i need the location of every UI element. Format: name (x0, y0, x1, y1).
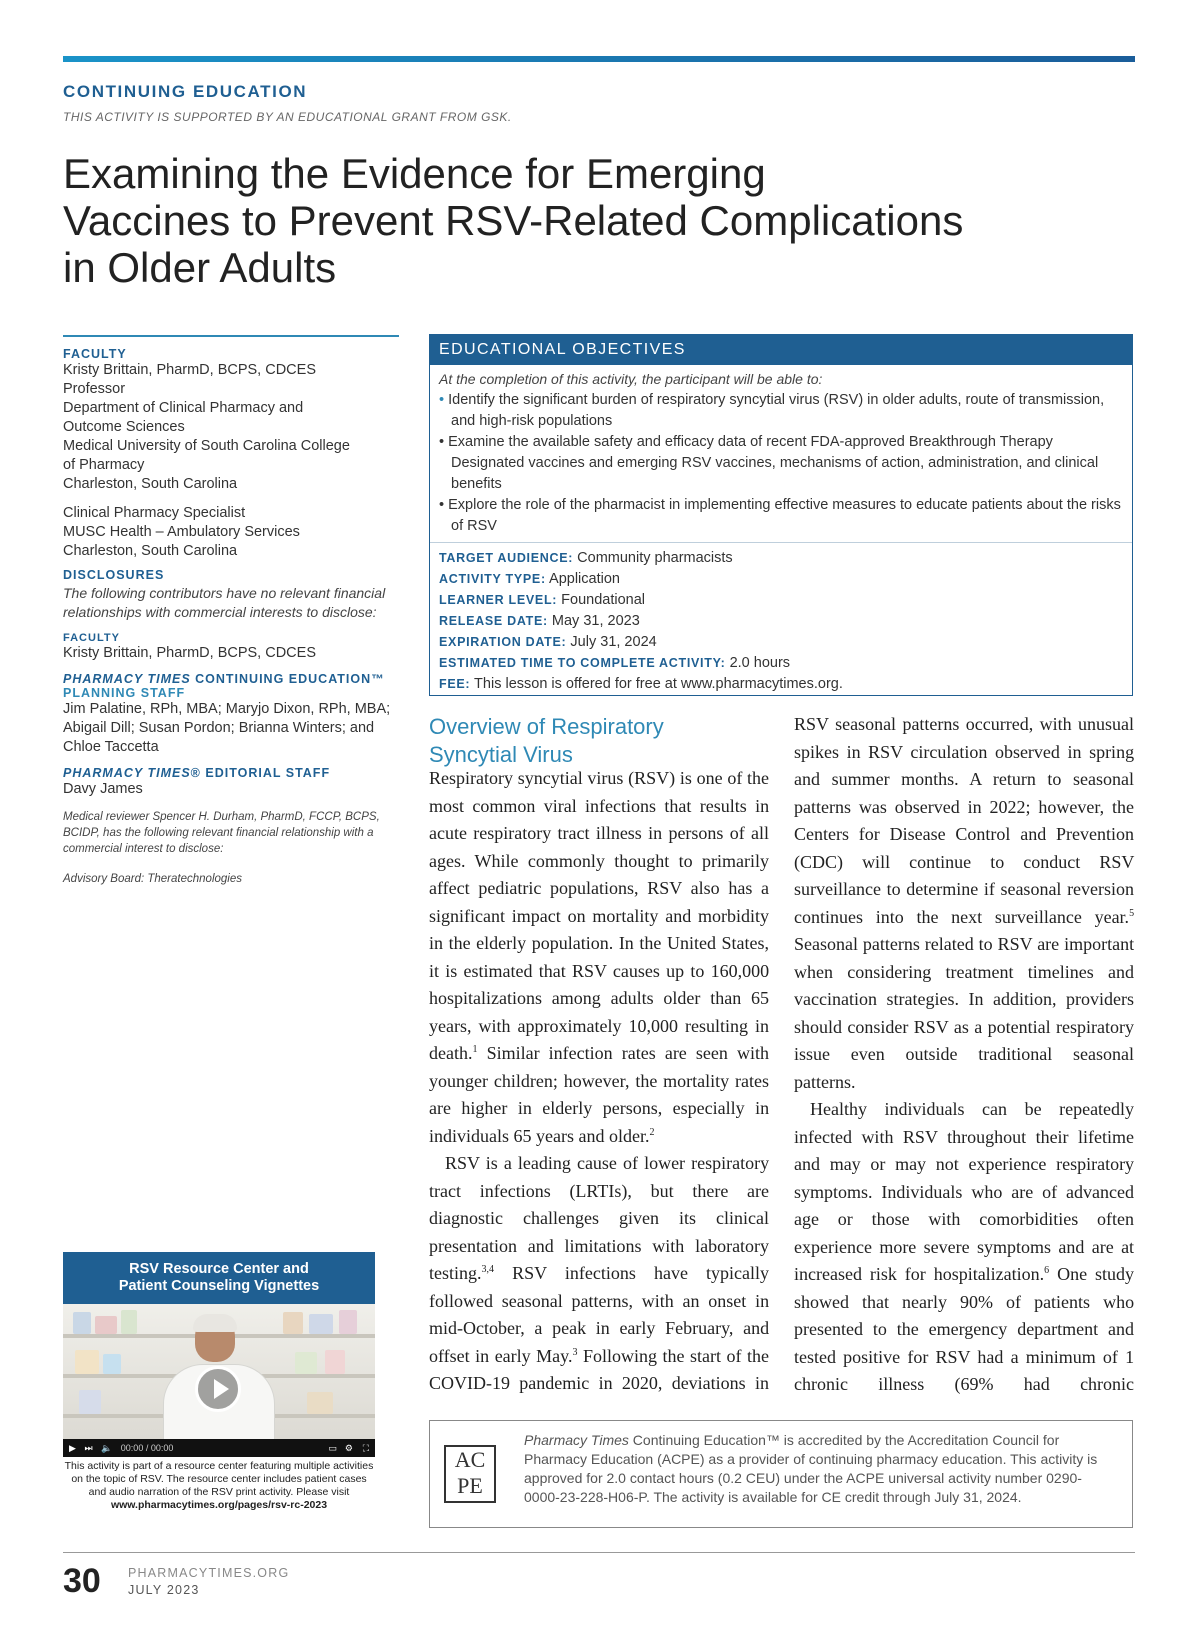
detail-row (439, 590, 1123, 611)
objective-text: Explore the role of the pharmacist in implementing effective measures to educate patients about the risks of RSV (448, 497, 1121, 534)
article-paragraph: Healthy individuals can be repeatedly infected with RSV throughout their lifetime and may or may not experience respiratory symptoms. Individuals who are of advanced age or those with comorbidities often experience more severe symptoms and are at increased risk for hospitalization.$^6$ One study showed that nearly 90% of patients who presented to the emergency department and tested positive for RSV had a minimum of 1 chronic illness (69% had chronic (794, 1099, 1135, 1394)
video-caption (63, 1460, 375, 1512)
bullet-icon: • (439, 497, 449, 513)
detail-row (439, 674, 1123, 695)
faculty-line: Clinical Pharmacy Specialist (63, 505, 246, 521)
article-column-1 (429, 765, 769, 1398)
play-control-icon[interactable]: ▶ (69, 1443, 76, 1453)
bullet-icon: • (439, 434, 449, 450)
objectives-box (429, 334, 1133, 696)
caption-text: This activity is part of a resource center featuring multiple activities on the topic of RSV. The resource center includes patient cases and audio narration of the RSV print activity. Please visit (64, 1460, 374, 1498)
title-line: in Older Adults (63, 244, 337, 291)
planning-heading-brand: PHARMACY TIMES (63, 672, 191, 686)
faculty-heading-2: FACULTY (63, 632, 120, 644)
section-label: CONTINUING EDUCATION (63, 82, 308, 101)
objectives-body (430, 365, 1132, 537)
accreditation-box (429, 1420, 1133, 1528)
product-box (307, 1392, 333, 1414)
detail-row (439, 653, 1123, 674)
detail-row (439, 548, 1123, 569)
objective-item (439, 495, 1123, 537)
video-controls (63, 1439, 375, 1457)
editorial-name: Davy James (63, 781, 143, 797)
product-box (309, 1314, 333, 1334)
acpe-logo (444, 1445, 496, 1503)
footer-site: PHARMACYTIMES.ORG (128, 1566, 290, 1580)
objectives-divider (430, 542, 1132, 543)
detail-key: ESTIMATED TIME TO COMPLETE ACTIVITY: (439, 656, 726, 670)
play-icon[interactable] (195, 1366, 241, 1412)
editorial-heading-rest: ® EDITORIAL STAFF (190, 766, 331, 780)
product-box (339, 1310, 357, 1334)
pharmacist-hair (193, 1314, 237, 1332)
activity-details (439, 548, 1123, 695)
article-paragraph: RSV is a leading cause of lower respiratory tract infections (LRTIs), but there are diagnostic challenges given its clinical presentation and limitations with laboratory testing.$^{3,4}$ RSV infections have typically followed seasonal patterns, with an onset in mid-October, a peak in early February, and offset in early May.$^3$ Following the start of the COVID-19 pandemic in 2020, deviations in (429, 1153, 770, 1393)
resource-link[interactable]: www.pharmacytimes.org/pages/rsv-rc-2023 (110, 1499, 328, 1511)
detail-value: May 31, 2023 (547, 613, 640, 629)
article-column-2 (794, 711, 1134, 1399)
faculty-name: Kristy Brittain, PharmD, BCPS, CDCES (63, 645, 316, 661)
accreditation-text (524, 1431, 1104, 1507)
faculty-line: MUSC Health – Ambulatory Services (63, 524, 300, 540)
logo-letters: AC (454, 1447, 486, 1472)
video-title-line: RSV Resource Center and (129, 1261, 309, 1277)
detail-key: ACTIVITY TYPE: (439, 572, 546, 586)
volume-icon[interactable]: 🔈 (101, 1443, 113, 1453)
fullscreen-icon[interactable]: ⛶ (362, 1443, 369, 1453)
detail-row (439, 632, 1123, 653)
advisory-text: Advisory Board: Theratechnologies (63, 873, 242, 885)
product-box (75, 1350, 99, 1374)
article-paragraph: Respiratory syncytial virus (RSV) is one of the most common viral infections that results in acute respiratory tract illness in persons of all ages. While commonly thought to primarily affect pediatric populations, RSV also has a significant impact on mortality and morbidity in the elderly population. In the United States, it is estimated that RSV causes up to 160,000 hospitalizations among adults older than 65 years, with approximately 10,000 resulting in death.$^1$ Similar infection rates are seen with younger children; however, the mortality rates are higher in elderly persons, especially in individuals 65 years and older.$^2$ (429, 768, 770, 1146)
disclosures-heading: DISCLOSURES (63, 568, 165, 582)
video-title (63, 1252, 375, 1304)
objective-text: Examine the available safety and efficacy data of recent FDA-approved Breakthrough Therapy Designated vaccines and emerging RSV vaccines, mechanisms of action, administration, and clinical benefits (448, 434, 1099, 492)
title-line: Vaccines to Prevent RSV-Related Complications (63, 197, 964, 244)
faculty-info (63, 361, 401, 494)
title-line: Examining the Evidence for Emerging (63, 150, 766, 197)
detail-value: July 31, 2024 (566, 634, 657, 650)
time-readout: 00:00 / 00:00 (120, 1443, 174, 1453)
objective-item (439, 432, 1123, 495)
detail-row (439, 569, 1123, 590)
detail-value: Community pharmacists (573, 550, 733, 566)
article-paragraph: RSV seasonal patterns occurred, with unusual spikes in RSV circulation observed in spring and summer months. A return to seasonal patterns was observed in 2022; however, the Centers for Disease Control and Prevention (CDC) will continue to conduct RSV surveillance to determine if seasonal reversion continues into the next surveillance year.$^5$ Seasonal patterns related to RSV are important when considering treatment timelines and vaccination strategies. In addition, providers should consider RSV as a potential respiratory issue even outside traditional seasonal patterns. (794, 714, 1135, 1092)
brand-name: Pharmacy Times (524, 1432, 629, 1448)
section-heading: Overview of Respiratory Syncytial Virus (429, 714, 664, 767)
product-box (79, 1390, 101, 1414)
reviewer-text: Medical reviewer Spencer H. Durham, PharmD, FCCP, BCPS, BCIDP, has the following relevant financial relationship with a commercial interest to disclose: (63, 811, 380, 855)
faculty-line: Outcome Sciences (63, 419, 185, 435)
objectives-heading: EDUCATIONAL OBJECTIVES (430, 335, 1132, 365)
footer-rule (63, 1552, 1135, 1553)
detail-value: Foundational (557, 592, 646, 608)
detail-key: FEE: (439, 677, 471, 691)
planning-heading (63, 672, 401, 686)
detail-key: TARGET AUDIENCE: (439, 551, 574, 565)
video-title-line: Patient Counseling Vignettes (118, 1278, 320, 1294)
skip-icon[interactable]: ⏭ (84, 1443, 93, 1453)
detail-key: RELEASE DATE: (439, 614, 548, 628)
video-player[interactable] (63, 1252, 375, 1457)
product-box (325, 1350, 345, 1374)
logo-letters: PE (457, 1473, 483, 1498)
accreditation-body: Continuing Education™ is accredited by the Accreditation Council for Pharmacy Education (ACPE) as a provider of continuing pharmacy education. This activity is approved for 2.0 contact hours (0.2 CEU) under the ACPE universal activity number 0290-0000-23-228-H06-P. The activity is available for CE credit through July 31, 2024. (524, 1432, 1098, 1505)
footer-date: JULY 2023 (128, 1583, 200, 1597)
detail-value: 2.0 hours (725, 655, 791, 671)
product-box (73, 1312, 91, 1334)
faculty-line: Professor (63, 381, 126, 397)
product-box (121, 1310, 137, 1334)
bullet-icon: • (439, 392, 449, 408)
product-box (295, 1352, 317, 1374)
page-number: 30 (63, 1562, 101, 1600)
product-box (95, 1316, 117, 1334)
disclosures-text: The following contributors have no relevant financial relationships with commercial interests to disclose: (63, 585, 386, 620)
faculty-line: Charleston, South Carolina (63, 476, 238, 492)
planning-heading-rest: CONTINUING EDUCATION™ (190, 672, 385, 686)
faculty-heading: FACULTY (63, 347, 127, 361)
product-box (283, 1312, 303, 1334)
faculty-line: of Pharmacy (63, 457, 145, 473)
article-title (63, 150, 1143, 291)
captions-icon[interactable]: ▭ (328, 1443, 337, 1453)
editorial-heading (63, 766, 401, 780)
faculty-info-2 (63, 504, 401, 561)
detail-row (439, 611, 1123, 632)
product-box (103, 1354, 121, 1374)
faculty-line: Charleston, South Carolina (63, 543, 238, 559)
detail-value: This lesson is offered for free at www.pharmacytimes.org. (470, 676, 843, 692)
settings-icon[interactable]: ⚙ (344, 1443, 353, 1453)
sidebar (63, 335, 401, 887)
faculty-line: Kristy Brittain, PharmD, BCPS, CDCES (63, 362, 316, 378)
objectives-lead: At the completion of this activity, the participant will be able to: (439, 371, 823, 387)
faculty-line: Department of Clinical Pharmacy and (63, 400, 304, 416)
detail-key: LEARNER LEVEL: (439, 593, 558, 607)
planning-names: Jim Palatine, RPh, MBA; Maryjo Dixon, RPh, MBA; Abigail Dill; Susan Pordon; Brianna Winters; and Chloe Taccetta (63, 701, 391, 755)
detail-value: Application (545, 571, 620, 587)
editorial-heading-brand: PHARMACY TIMES (63, 766, 191, 780)
objective-item (439, 390, 1123, 432)
faculty-line: Medical University of South Carolina College (63, 438, 350, 454)
detail-key: EXPIRATION DATE: (439, 635, 567, 649)
top-accent-bar (63, 56, 1135, 62)
objective-text: Identify the significant burden of respiratory syncytial virus (RSV) in older adults, route of transmission, and high-risk populations (448, 392, 1105, 429)
video-thumbnail (63, 1304, 375, 1439)
grant-notice: THIS ACTIVITY IS SUPPORTED BY AN EDUCATIONAL GRANT FROM GSK. (63, 110, 512, 124)
planning-staff-heading: PLANNING STAFF (63, 686, 186, 700)
